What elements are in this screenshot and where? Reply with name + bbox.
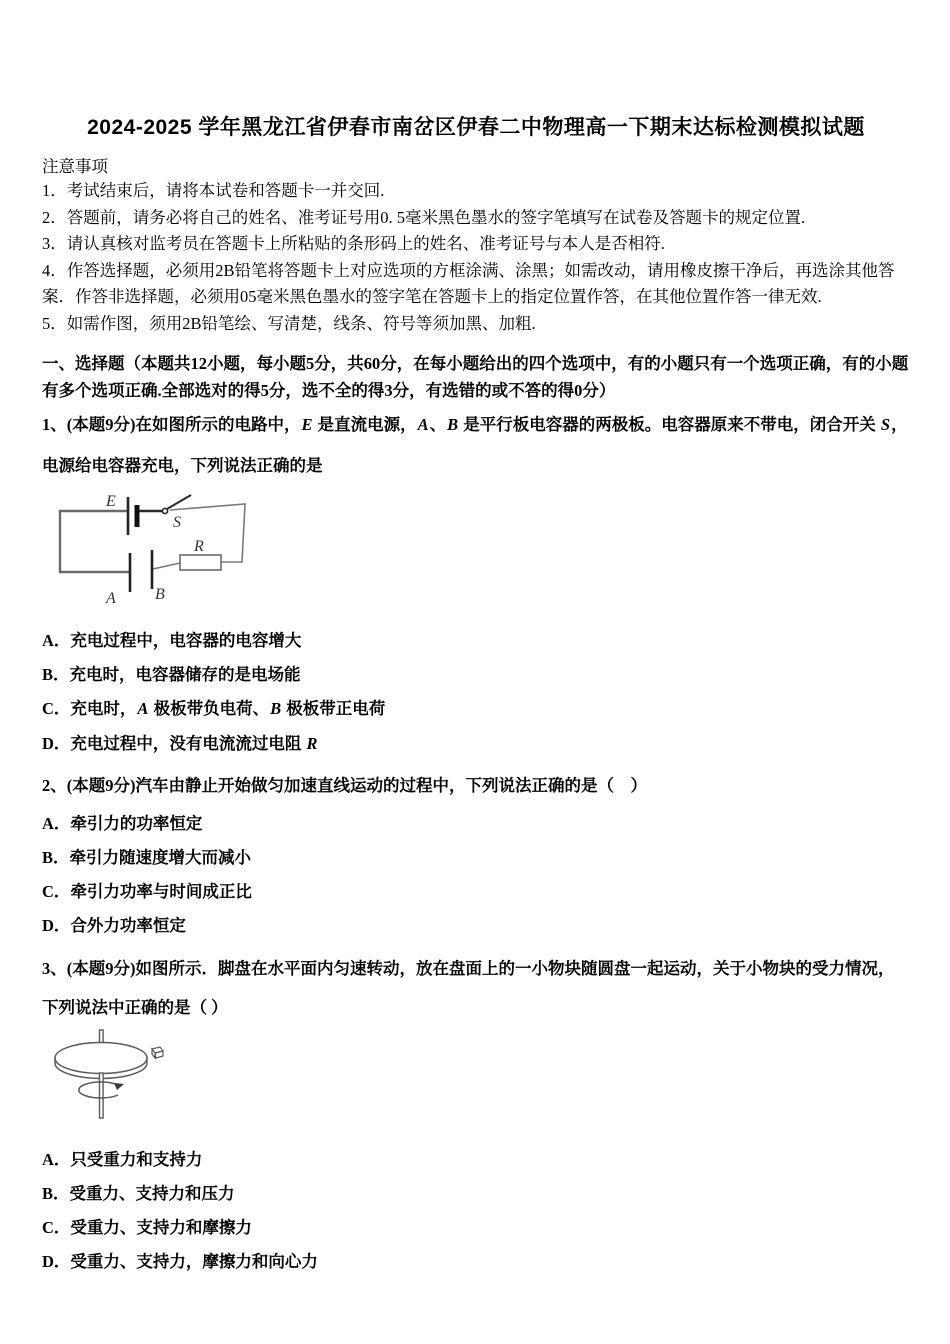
exam-title: 2024-2025 学年黑龙江省伊春市南岔区伊春二中物理高一下期末达标检测模拟试题 — [87, 116, 865, 139]
option-text: D．充电过程中，没有电流流过电阻 — [42, 733, 306, 753]
option-c: C．牵引力功率与时间成正比 — [42, 882, 252, 902]
section-heading-multiple-choice: 一、选择题（本题共12小题，每小题5分，共60分，在每小题给出的四个选项中，有的小题只有一个选项正确，有的小题有多个选项正确.全部选对的得5分，选不全的得3分，有选错的或不答的得0分） — [42, 354, 909, 400]
symbol-B: B — [447, 415, 459, 435]
option-b: B．受重力、支持力和压力 — [42, 1183, 235, 1203]
rotation-arrow — [79, 1082, 118, 1098]
question-3-options — [42, 1143, 910, 1280]
option-text: 极板带负电荷、 — [149, 699, 270, 719]
option-b: B．充电时，电容器储存的是电场能 — [42, 665, 301, 685]
notice-item-5: 5．如需作图，须用2B铅笔绘、写清楚，线条、符号等须加黑、加粗. — [42, 313, 536, 333]
question-2-stem: 2、(本题9分)汽车由静止开始做匀加速直线运动的过程中，下列说法正确的是（ ） — [42, 775, 647, 795]
circuit-figure — [48, 489, 270, 608]
wire-left-loop — [60, 511, 129, 572]
symbol-A: A — [137, 699, 149, 719]
notice-item-3: 3．请认真核对监考员在答题卡上所粘贴的条形码上的姓名、准考证号与本人是否相符. — [42, 234, 665, 254]
option-text: C．充电时， — [42, 699, 137, 719]
option-d — [42, 727, 910, 761]
resistor-box — [180, 555, 221, 570]
stem-text: 是直流电源， — [313, 415, 417, 435]
notice-item-2: 2．答题前，请务必将自己的姓名、准考证号用0. 5毫米黑色墨水的签字笔填写在试卷及答题卡的规定位置. — [42, 207, 806, 227]
notice-heading: 注意事项 — [42, 157, 108, 177]
option-a: A．牵引力的功率恒定 — [42, 813, 203, 833]
block-on-disc — [152, 1047, 163, 1058]
stem-text: ， — [891, 415, 908, 435]
question-1-options — [42, 624, 910, 761]
switch-pivot — [162, 508, 167, 513]
notice-item-1: 1．考试结束后，请将本试卷和答题卡一并交回. — [42, 181, 385, 201]
option-a: A．只受重力和支持力 — [42, 1149, 203, 1169]
question-3-stem-line-2: 下列说法中正确的是（ ） — [42, 997, 228, 1017]
switch-blade — [167, 495, 191, 509]
option-c — [42, 692, 910, 726]
question-1-stem-line-2: 电源给电容器充电，下列说法正确的是 — [42, 456, 323, 476]
stem-text: 是平行板电容器的两极板。电容器原来不带电，闭合开关 — [459, 415, 880, 435]
axis-rod-bottom — [100, 1073, 104, 1118]
option-d: D．受重力、支持力，摩擦力和向心力 — [42, 1252, 318, 1272]
symbol-A: A — [417, 415, 429, 435]
rotation-arrow-head — [114, 1083, 124, 1090]
rotating-disc-figure — [44, 1027, 196, 1131]
option-b: B．牵引力随速度增大而减小 — [42, 848, 252, 868]
question-2 — [42, 773, 910, 944]
symbol-B: B — [270, 699, 282, 719]
symbol-E: E — [301, 415, 313, 435]
option-text: 极板带正电荷 — [282, 699, 386, 719]
battery-label: E — [106, 493, 116, 511]
resistor-label: R — [194, 538, 204, 556]
question-1-stem-line-1 — [42, 412, 910, 438]
symbol-R: R — [306, 733, 318, 753]
option-a: A．充电过程中，电容器的电容增大 — [42, 631, 302, 651]
plate-b-label: B — [155, 586, 165, 604]
symbol-S: S — [880, 415, 891, 435]
disc-top — [55, 1042, 147, 1073]
option-c: C．受重力、支持力和摩擦力 — [42, 1218, 252, 1238]
wire-switch-to-right — [170, 504, 245, 562]
question-1 — [42, 412, 910, 761]
notice-list — [42, 178, 910, 337]
notice-item-4: 4．作答选择题，必须用2B铅笔将答题卡上对应选项的方框涂满、涂黑；如需改动，请用橡皮擦干净后，再选涂其他答案．作答非选择题，必须用05毫米黑色墨水的签字笔在答题卡上的指定位置作答，在其他位置作答一律无效. — [42, 260, 895, 307]
question-3-stem-line-1: 3、(本题9分)如图所示．脚盘在水平面内匀速转动，放在盘面上的一小物块随圆盘一起运动，关于小物块的受力情况， — [42, 958, 895, 978]
wire-resistor-to-capacitor — [153, 563, 180, 569]
question-3 — [42, 956, 910, 1280]
question-2-options — [42, 807, 910, 944]
stem-text: 、 — [429, 415, 447, 435]
stem-text: 1、(本题9分)在如图所示的电路中， — [42, 415, 301, 435]
plate-a-label: A — [106, 590, 116, 608]
option-d: D．合外力功率恒定 — [42, 916, 186, 936]
switch-label: S — [173, 514, 181, 532]
